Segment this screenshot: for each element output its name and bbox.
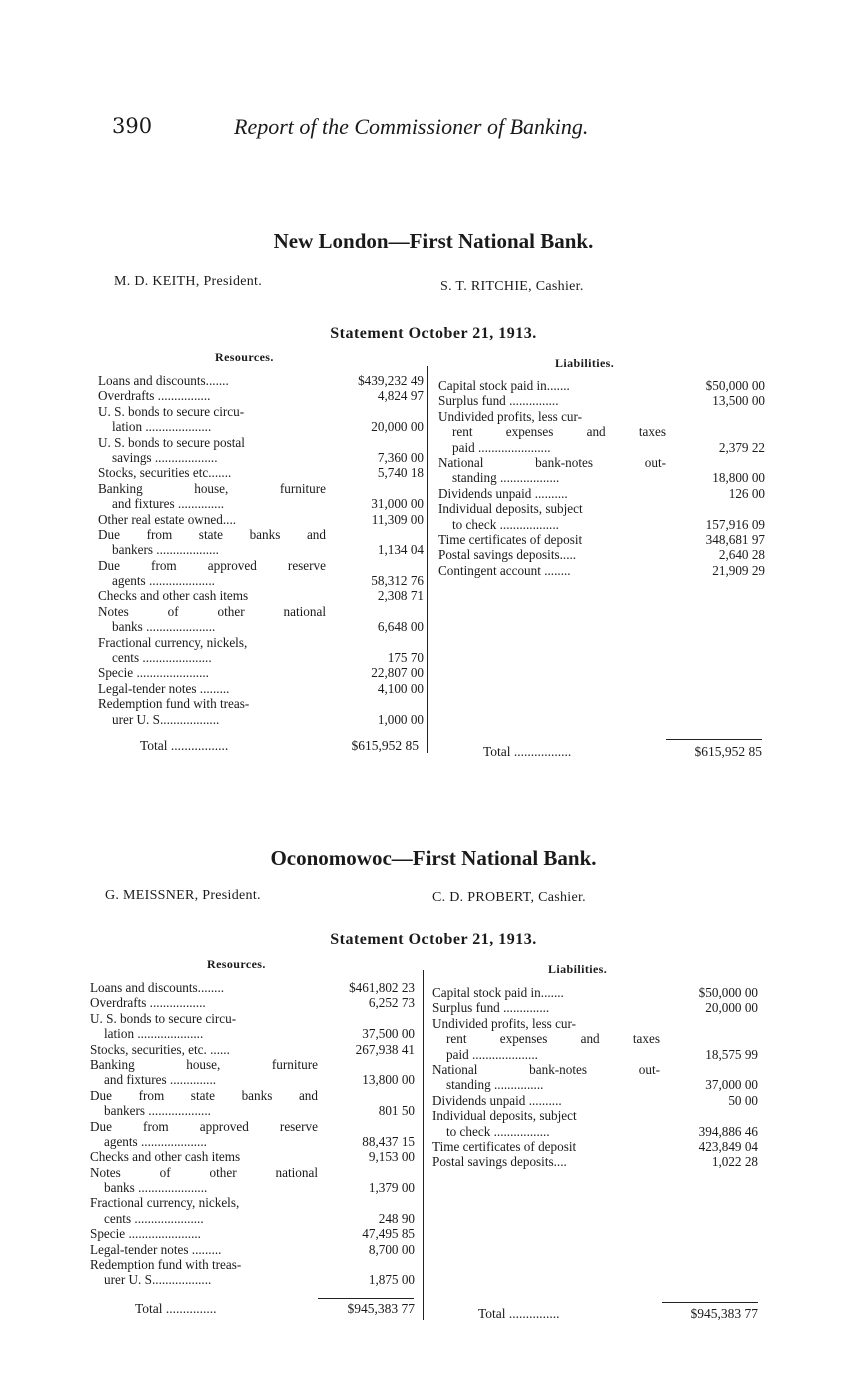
line-label: Postal savings deposits..... [438, 547, 577, 563]
ledger-line [438, 547, 765, 562]
line-amount: 1,022 28 [711, 1154, 758, 1170]
ledger-line [90, 1242, 415, 1257]
line-amount: 4,824 97 [377, 388, 424, 404]
ledger-line [98, 558, 424, 573]
line-amount: $461,802 23 [349, 980, 415, 995]
line-label: Stocks, securities etc....... [98, 465, 232, 481]
ledger-line [90, 980, 415, 995]
line-label: Capital stock paid in....... [438, 378, 570, 393]
ledger-line [90, 1165, 415, 1180]
ledger-line [90, 995, 415, 1010]
line-label: urer U. S.................. [104, 1272, 212, 1288]
line-label: paid .................... [446, 1046, 538, 1062]
line-label: Contingent account ........ [438, 562, 571, 578]
line-label: and fixtures .............. [104, 1072, 217, 1088]
ledger-line [90, 1042, 415, 1057]
page-number: 390 [112, 114, 153, 138]
line-amount: 58,312 76 [371, 573, 424, 589]
line-label: Specie ...................... [98, 665, 209, 681]
ledger-line [438, 532, 765, 547]
ledger-line [98, 450, 424, 465]
ledger-line [90, 1011, 415, 1026]
total-label: Total ............... [135, 1301, 217, 1316]
ledger-line [98, 481, 424, 496]
line-amount: 248 90 [378, 1210, 415, 1226]
statement-date: Statement October 21, 1913. [330, 325, 537, 342]
line-label: Fractional currency, nickels, [90, 1195, 240, 1211]
ledger-line [90, 1211, 415, 1226]
line-label: paid ...................... [452, 439, 551, 455]
line-label: Time certificates of deposit [432, 1138, 577, 1154]
ledger-line [432, 1016, 758, 1031]
line-label: lation .................... [104, 1026, 204, 1042]
line-label: rent expenses and taxes [446, 1031, 660, 1047]
ledger-line [90, 1195, 415, 1210]
ledger-line [438, 424, 765, 439]
ledger-line [98, 404, 424, 419]
line-label: Overdrafts ................. [90, 995, 206, 1011]
line-label: U. S. bonds to secure circu- [90, 1010, 237, 1026]
ledger-line [98, 681, 424, 696]
line-label: Individual deposits, subject [438, 501, 583, 517]
ledger-line [98, 588, 424, 603]
line-label: urer U. S.................. [112, 711, 220, 727]
line-amount: 47,495 85 [362, 1226, 415, 1242]
line-label: cents ..................... [104, 1210, 204, 1226]
resources-heading: Resources. [215, 350, 274, 364]
line-label: banks ..................... [104, 1180, 208, 1196]
total-rule [318, 1298, 414, 1299]
liabilities-column [432, 985, 758, 1170]
line-label: Dividends unpaid .......... [432, 1092, 562, 1108]
liabilities-column [438, 378, 765, 578]
line-amount: 1,000 00 [377, 711, 424, 727]
ledger-line [98, 496, 424, 511]
ledger-line [98, 512, 424, 527]
resources-heading: Resources. [207, 957, 266, 971]
ledger-line [98, 527, 424, 542]
ledger-line [98, 604, 424, 619]
line-label: Legal-tender notes ......... [90, 1241, 222, 1257]
line-label: Notes of other national [90, 1164, 318, 1180]
resources-total [135, 1301, 415, 1317]
ledger-line [98, 712, 424, 727]
line-amount: 20,000 00 [705, 1000, 758, 1016]
line-label: bankers ................... [112, 542, 219, 558]
total-rule [662, 1302, 758, 1303]
ledger-line [432, 1139, 758, 1154]
line-label: standing ............... [446, 1077, 544, 1093]
line-label: Dividends unpaid .......... [438, 485, 568, 501]
line-label: Individual deposits, subject [432, 1108, 577, 1124]
line-label: Capital stock paid in....... [432, 985, 564, 1000]
line-label: Postal savings deposits.... [432, 1154, 567, 1170]
line-label: Banking house, furniture [90, 1056, 318, 1072]
line-amount: 801 50 [378, 1103, 415, 1119]
column-divider [423, 970, 424, 1320]
ledger-line [98, 619, 424, 634]
line-amount: 13,800 00 [362, 1072, 415, 1088]
ledger-line [432, 1077, 758, 1092]
line-amount: $50,000 00 [698, 985, 758, 1000]
ledger-line [90, 1272, 415, 1287]
ledger-line [98, 435, 424, 450]
line-amount: 21,909 29 [712, 562, 765, 578]
ledger-line [432, 1108, 758, 1123]
total-amount: $945,383 77 [690, 1306, 758, 1321]
line-amount: 6,648 00 [377, 619, 424, 635]
line-label: Due from state banks and [90, 1087, 318, 1103]
ledger-line [98, 542, 424, 557]
line-amount: 31,000 00 [371, 496, 424, 512]
cashier-name: C. D. PROBERT, Cashier. [432, 890, 586, 905]
page-header [112, 114, 672, 144]
ledger-line [432, 1154, 758, 1169]
line-amount: 50 00 [728, 1092, 758, 1108]
line-amount: 175 70 [387, 650, 424, 666]
total-rule [666, 739, 762, 740]
ledger-line [90, 1057, 415, 1072]
running-title: Report of the Commissioner of Banking. [234, 114, 589, 139]
line-label: Loans and discounts........ [90, 980, 225, 995]
line-amount: 11,309 00 [371, 511, 424, 527]
ledger-line [90, 1088, 415, 1103]
ledger-line [90, 1134, 415, 1149]
line-amount: 1,379 00 [368, 1180, 415, 1196]
line-amount: 9,153 00 [368, 1149, 415, 1165]
ledger-line [90, 1072, 415, 1087]
line-label: Undivided profits, less cur- [438, 408, 583, 424]
ledger-line [98, 665, 424, 680]
line-amount: 267,938 41 [355, 1041, 415, 1057]
ledger-line [438, 486, 765, 501]
resources-total [140, 738, 419, 754]
line-amount: $50,000 00 [705, 378, 765, 393]
ledger-line [90, 1149, 415, 1164]
president-name: M. D. KEITH, President. [114, 274, 263, 289]
line-label: Notes of other national [98, 603, 326, 619]
line-label: Undivided profits, less cur- [432, 1015, 577, 1031]
ledger-line [438, 455, 765, 470]
line-label: Due from approved reserve [98, 557, 326, 573]
resources-column [90, 980, 415, 1288]
line-amount: 6,252 73 [368, 995, 415, 1011]
line-label: standing .................. [452, 470, 560, 486]
line-label: to check .................. [452, 516, 559, 532]
line-amount: 348,681 97 [705, 531, 765, 547]
line-amount: 13,500 00 [712, 393, 765, 409]
line-amount: 5,740 18 [377, 465, 424, 481]
ledger-line [438, 470, 765, 485]
column-divider [427, 366, 428, 753]
line-label: banks ..................... [112, 619, 216, 635]
ledger-line [432, 1124, 758, 1139]
ledger-line [98, 465, 424, 480]
bank-title: Oconomowoc—First National Bank. [270, 846, 597, 870]
resources-column [98, 373, 424, 727]
line-amount: 2,640 28 [718, 547, 765, 563]
line-label: National bank-notes out- [432, 1061, 660, 1077]
line-label: savings ................... [112, 449, 218, 465]
line-amount: 394,886 46 [698, 1123, 758, 1139]
cashier-name: S. T. RITCHIE, Cashier. [440, 279, 584, 294]
line-label: Surplus fund ............... [438, 393, 559, 409]
ledger-line [438, 378, 765, 393]
line-label: lation .................... [112, 419, 212, 435]
line-label: bankers ................... [104, 1103, 211, 1119]
line-label: Overdrafts ................ [98, 388, 211, 404]
total-amount: $615,952 85 [694, 744, 762, 759]
line-label: and fixtures .............. [112, 496, 225, 512]
ledger-line [98, 650, 424, 665]
ledger-line [438, 501, 765, 516]
total-amount: $945,383 77 [347, 1301, 415, 1316]
line-amount: 8,700 00 [368, 1241, 415, 1257]
line-label: Loans and discounts....... [98, 373, 229, 388]
total-label: Total ................. [483, 744, 572, 759]
line-label: Banking house, furniture [98, 480, 326, 496]
line-amount: 1,134 04 [377, 542, 424, 558]
bank-title: New London—First National Bank. [273, 229, 594, 253]
ledger-line [438, 409, 765, 424]
ledger-line [438, 563, 765, 578]
ledger-line [432, 1062, 758, 1077]
total-label: Total ............... [478, 1306, 560, 1321]
liabilities-heading: Liabilities. [555, 356, 615, 370]
line-label: U. S. bonds to secure postal [98, 434, 245, 450]
ledger-line [98, 573, 424, 588]
total-label: Total ................. [140, 738, 229, 753]
ledger-line [98, 419, 424, 434]
ledger-line [98, 635, 424, 650]
ledger-line [438, 517, 765, 532]
ledger-line [90, 1226, 415, 1241]
ledger-line [98, 696, 424, 711]
line-label: to check ................. [446, 1123, 550, 1139]
line-label: Other real estate owned.... [98, 511, 237, 527]
ledger-line [90, 1257, 415, 1272]
liabilities-total [478, 1306, 758, 1322]
line-amount: 22,807 00 [371, 665, 424, 681]
line-label: cents ..................... [112, 650, 212, 666]
line-amount: 157,916 09 [705, 516, 765, 532]
ledger-line [432, 1000, 758, 1015]
ledger-line [98, 373, 424, 388]
ledger-line [98, 388, 424, 403]
line-amount: 37,500 00 [362, 1026, 415, 1042]
line-label: Specie ...................... [90, 1226, 201, 1242]
line-label: Legal-tender notes ......... [98, 680, 230, 696]
line-label: Fractional currency, nickels, [98, 634, 248, 650]
line-amount: 20,000 00 [371, 419, 424, 435]
ledger-line [432, 1093, 758, 1108]
line-label: Due from approved reserve [90, 1118, 318, 1134]
line-label: agents .................... [112, 573, 215, 589]
line-amount: 1,875 00 [368, 1272, 415, 1288]
line-label: Stocks, securities, etc. ...... [90, 1041, 230, 1057]
ledger-line [432, 1031, 758, 1046]
line-amount: 2,308 71 [377, 588, 424, 604]
line-amount: 7,360 00 [377, 449, 424, 465]
president-name: G. MEISSNER, President. [105, 888, 261, 903]
line-amount: 126 00 [728, 485, 765, 501]
ledger-line [90, 1180, 415, 1195]
line-amount: 2,379 22 [718, 439, 765, 455]
line-label: Redemption fund with treas- [90, 1257, 242, 1273]
line-amount: 88,437 15 [362, 1133, 415, 1149]
ledger-line [90, 1103, 415, 1118]
ledger-line [438, 440, 765, 455]
ledger-line [90, 1026, 415, 1041]
line-label: Checks and other cash items [90, 1149, 241, 1165]
liabilities-heading: Liabilities. [548, 962, 608, 976]
line-label: rent expenses and taxes [452, 424, 666, 440]
line-amount: 18,800 00 [712, 470, 765, 486]
line-label: Redemption fund with treas- [98, 696, 250, 712]
line-amount: $439,232 49 [358, 373, 424, 388]
line-label: Checks and other cash items [98, 588, 249, 604]
line-amount: 4,100 00 [377, 680, 424, 696]
line-amount: 37,000 00 [705, 1077, 758, 1093]
line-label: Time certificates of deposit [438, 531, 583, 547]
line-amount: 18,575 99 [705, 1046, 758, 1062]
liabilities-total [483, 744, 762, 760]
line-label: Surplus fund .............. [432, 1000, 550, 1016]
line-label: U. S. bonds to secure circu- [98, 403, 245, 419]
line-label: National bank-notes out- [438, 454, 666, 470]
line-amount: 423,849 04 [698, 1138, 758, 1154]
ledger-line [90, 1119, 415, 1134]
line-label: agents .................... [104, 1133, 207, 1149]
statement-date: Statement October 21, 1913. [330, 931, 537, 948]
total-amount: $615,952 85 [351, 738, 419, 753]
line-label: Due from state banks and [98, 526, 326, 542]
ledger-line [432, 1047, 758, 1062]
ledger-line [432, 985, 758, 1000]
ledger-line [438, 393, 765, 408]
